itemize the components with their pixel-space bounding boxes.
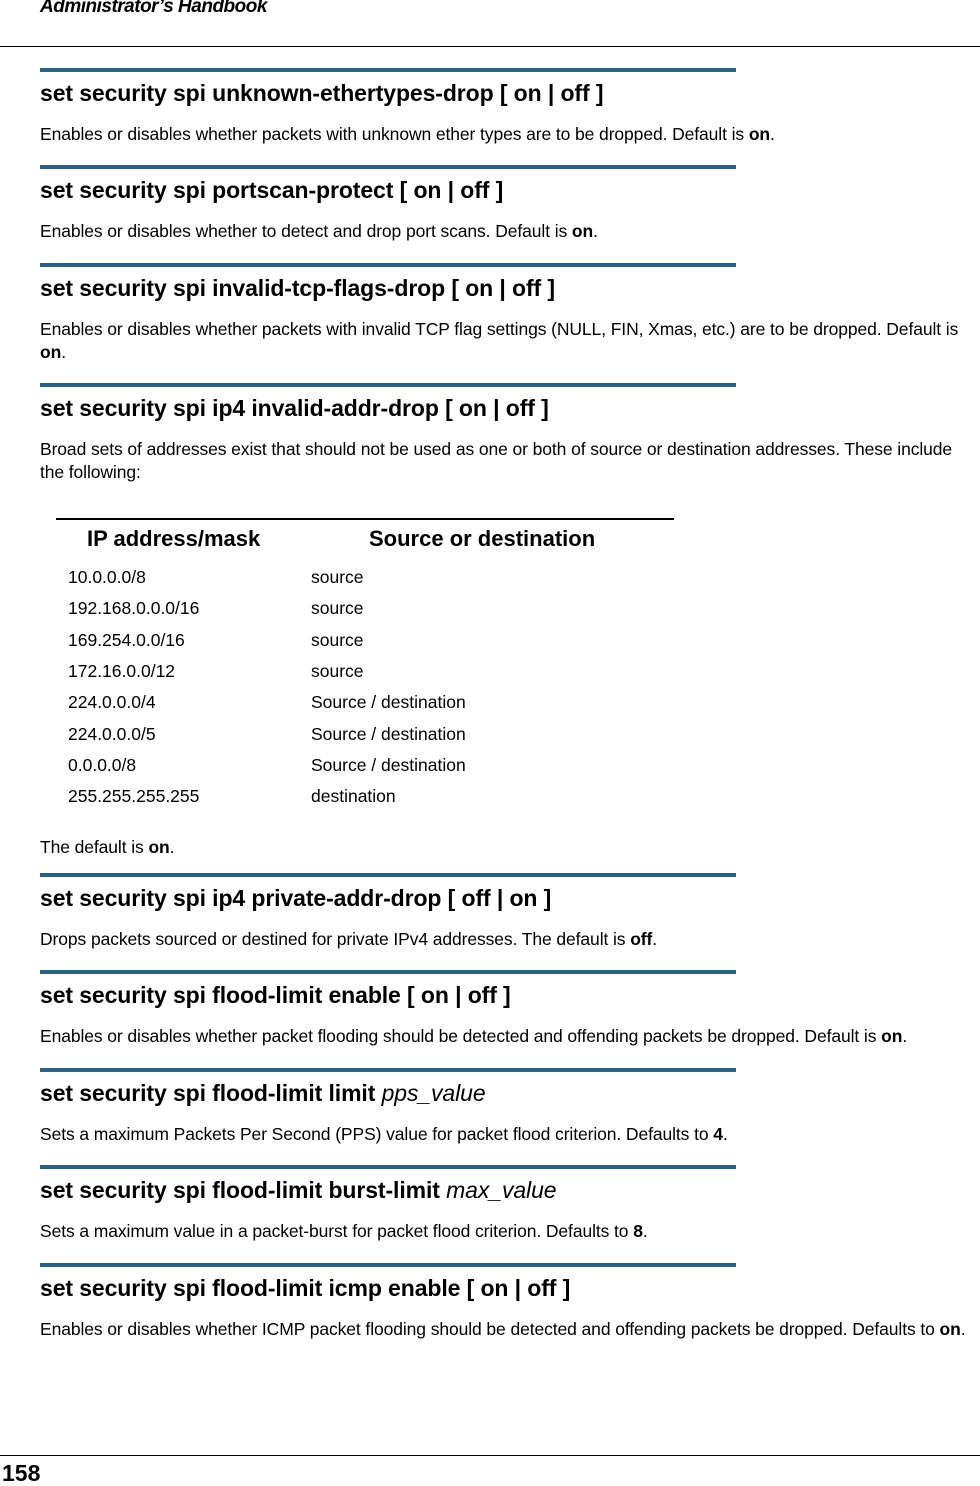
- cell-address: 172.16.0.0/12: [68, 660, 176, 681]
- command-argument: max_value: [446, 1177, 557, 1203]
- cell-address: 0.0.0.0/8: [68, 754, 137, 775]
- command-section: [40, 970, 980, 1048]
- command-section: [40, 263, 980, 364]
- command-section: [40, 68, 980, 146]
- cell-direction: Source / destination: [311, 692, 466, 713]
- command-description: Enables or disables whether ICMP packet flooding should be detected and offending packets be dropped. Defaults to on.: [40, 1319, 966, 1339]
- command-heading: set security spi invalid-tcp-flags-drop [ on | off ]: [40, 275, 555, 301]
- command-argument: pps_value: [381, 1080, 486, 1106]
- cell-address: 255.255.255.255: [68, 786, 200, 807]
- header-divider: [0, 46, 980, 47]
- section-rule: [40, 165, 736, 169]
- command-section: [40, 873, 980, 951]
- cell-direction: Source / destination: [311, 754, 466, 775]
- command-description: Enables or disables whether packet flooding should be detected and offending packets be dropped. Default is on.: [40, 1026, 908, 1046]
- section-rule: [40, 1068, 736, 1072]
- command-section: [40, 383, 980, 484]
- cell-direction: source: [311, 660, 364, 681]
- command-heading: set security spi flood-limit enable [ on | off ]: [40, 982, 511, 1008]
- command-section: [40, 1165, 980, 1243]
- address-table: [56, 518, 674, 807]
- cell-address: 169.254.0.0/16: [68, 629, 185, 650]
- section-rule: [40, 263, 736, 267]
- command-description: Sets a maximum Packets Per Second (PPS) value for packet flood criterion. Defaults to 4.: [40, 1124, 728, 1144]
- cell-direction: source: [311, 629, 364, 650]
- command-description: Drops packets sourced or destined for private IPv4 addresses. The default is off.: [40, 929, 658, 949]
- section-rule: [40, 970, 736, 974]
- command-heading: set security spi unknown-ethertypes-drop [ on | off ]: [40, 80, 604, 106]
- cell-address: 224.0.0.0/5: [68, 723, 156, 744]
- default-note: The default is on.: [40, 837, 175, 857]
- command-section: [40, 1263, 980, 1341]
- cell-direction: source: [311, 567, 364, 587]
- command-heading: set security spi portscan-protect [ on | off ]: [40, 177, 504, 203]
- page-number: 158: [2, 1460, 41, 1486]
- cell-direction: Source / destination: [311, 723, 466, 744]
- section-rule: [40, 1263, 736, 1267]
- section-rule: [40, 68, 736, 72]
- running-header: Administrator’s Handbook: [40, 0, 267, 17]
- footer-divider: [0, 1455, 980, 1456]
- command-heading: set security spi flood-limit burst-limit max_value: [40, 1177, 557, 1203]
- command-heading: set security spi flood-limit limit pps_value: [40, 1080, 486, 1106]
- cell-address: 10.0.0.0/8: [68, 567, 146, 587]
- command-description: Enables or disables whether packets with invalid TCP flag settings (NULL, FIN, Xmas, etc.) are to be dropped. Default is on.: [40, 319, 959, 362]
- command-description: Broad sets of addresses exist that should not be used as one or both of source or destination addresses. These include the following:: [40, 439, 953, 482]
- command-heading: set security spi ip4 private-addr-drop [ off | on ]: [40, 885, 552, 911]
- command-description: Sets a maximum value in a packet-burst for packet flood criterion. Defaults to 8.: [40, 1221, 648, 1241]
- column-header-ip: IP address/mask: [87, 526, 261, 551]
- section-rule: [40, 1165, 736, 1169]
- command-description: Enables or disables whether to detect and drop port scans. Default is on.: [40, 221, 598, 241]
- table-rule: [56, 518, 674, 520]
- cell-address: 192.168.0.0.0/16: [68, 598, 200, 619]
- command-description: Enables or disables whether packets with unknown ether types are to be dropped. Default is on.: [40, 124, 775, 144]
- section-rule: [40, 873, 736, 877]
- command-section: [40, 1068, 980, 1146]
- section-rule: [40, 383, 736, 387]
- command-heading: set security spi ip4 invalid-addr-drop [ on | off ]: [40, 395, 549, 421]
- cell-direction: destination: [311, 786, 396, 807]
- cell-direction: source: [311, 598, 364, 619]
- column-header-direction: Source or destination: [369, 526, 596, 551]
- command-heading: set security spi flood-limit icmp enable [ on | off ]: [40, 1275, 571, 1301]
- command-section: [40, 165, 980, 243]
- cell-address: 224.0.0.0/4: [68, 692, 156, 713]
